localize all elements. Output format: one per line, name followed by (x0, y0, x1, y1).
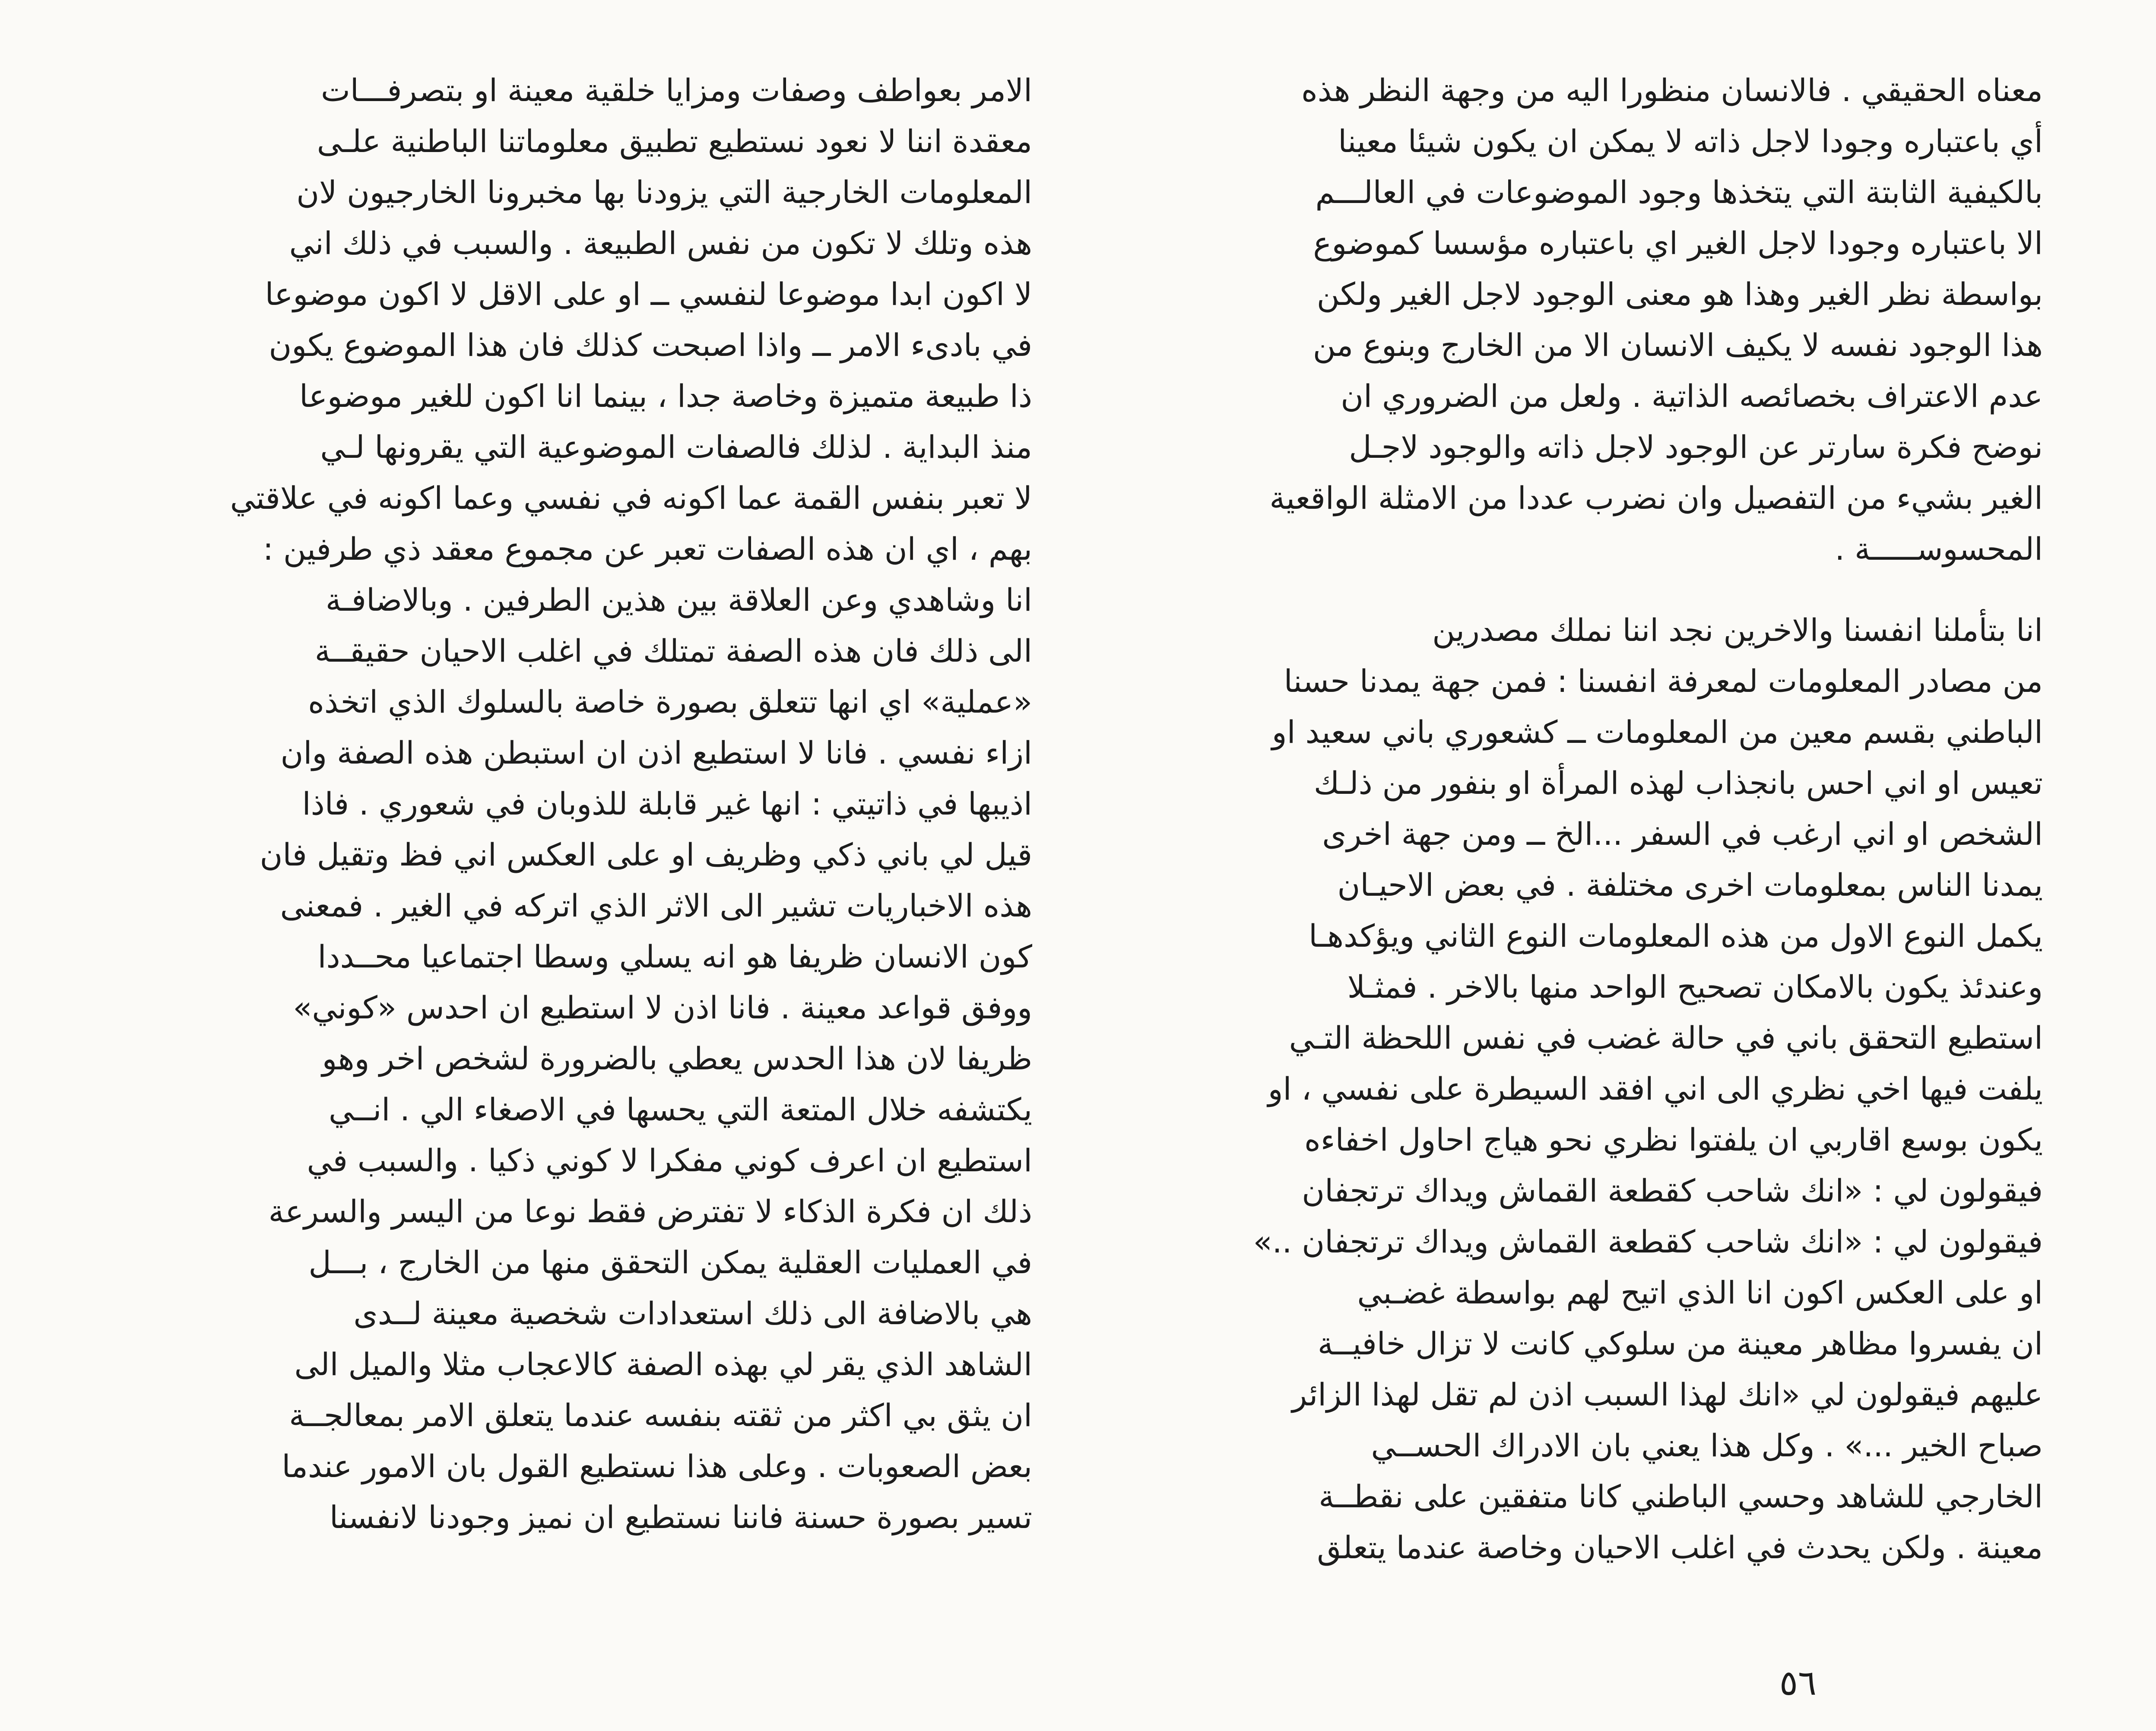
text-line: ووفق قواعد معينة . فانا اذن لا استطيع ان احدس «كوني» (293, 989, 1032, 1026)
text-line: كون الانسان ظريفا هو انه يسلي وسطا اجتماعيا محــددا (317, 938, 1032, 975)
text-line: بواسطة نظر الغير وهذا هو معنى الوجود لاجل الغير ولكن (1316, 276, 2043, 312)
text-line: نوضح فكرة سارتر عن الوجود لاجل ذاته والوجود لاجـل (1349, 429, 2043, 465)
text-line: الشخص او اني ارغب في السفر ...الخ ــ ومن جهة اخرى (1322, 816, 2043, 852)
text-line: استطيع التحقق باني في حالة غضب في نفس اللحظة التـي (1289, 1020, 2043, 1056)
text-line: ان يفسروا مظاهر معينة من سلوكي كانت لا تزال خافيــة (1317, 1325, 2043, 1362)
text-line: بالكيفية الثابتة التي يتخذها وجود الموضوعات في العالـــم (1315, 174, 2043, 210)
text-line: الباطني بقسم معين من المعلومات ــ كشعوري باني سعيد او (1271, 714, 2043, 750)
text-line: الغير بشيء من التفصيل وان نضرب عددا من الامثلة الواقعية (1269, 480, 2043, 516)
text-line: لا تعبر بنفس القمة عما اكونه في نفسي وعما اكونه في علاقتي (230, 480, 1032, 516)
text-line: فيقولون لي : «انك شاحب كقطعة القماش ويداك ترتجفان (1302, 1173, 2043, 1209)
text-line: من مصادر المعلومات لمعرفة انفسنا : فمن جهة يمدنا حسنا (1284, 663, 2043, 699)
text-line: لا اكون ابدا موضوعا لنفسي ــ او على الاقل لا اكون موضوعا (265, 276, 1032, 312)
text-line: يمدنا الناس بمعلومات اخرى مختلفة . في بعض الاحيـان (1337, 867, 2043, 903)
text-line: ظريفا لان هذا الحدس يعطي بالضرورة لشخص اخر وهو (322, 1040, 1032, 1077)
text-line: فيقولون لي : «انك شاحب كقطعة القماش ويداك ترتجفان ..» (1253, 1224, 2043, 1260)
text-line: وعندئذ يكون بالامكان تصحيح الواحد منها بالاخر . فمثـلا (1347, 969, 2043, 1005)
text-line: في العمليات العقلية يمكن التحقق منها من الخارج ، بـــل (308, 1244, 1032, 1281)
text-line: الا باعتباره وجودا لاجل الغير اي باعتباره مؤسسا كموضوع (1313, 225, 2043, 261)
text-line: يكمل النوع الاول من هذه المعلومات النوع الثاني ويؤكدهـا (1308, 918, 2043, 954)
text-line: هي بالاضافة الى ذلك استعدادات شخصية معينة لــدى (353, 1295, 1032, 1332)
text-line: ذا طبيعة متميزة وخاصة جدا ، بينما انا اكون للغير موضوعا (299, 378, 1032, 414)
text-line: هذا الوجود نفسه لا يكيف الانسان الا من الخارج وبنوع من (1313, 327, 2043, 363)
text-line: عليهم فيقولون لي «انك لهذا السبب اذن لم تقل لهذا الزائر (1292, 1376, 2043, 1413)
text-line: الشاهد الذي يقر لي بهذه الصفة كالاعجاب مثلا والميل الى (294, 1346, 1032, 1382)
text-line: اذيبها في ذاتيتي : انها غير قابلة للذوبان في شعوري . فاذا (302, 786, 1032, 822)
page-number: ٥٦ (1779, 1663, 1817, 1703)
text-line: يكون بوسع اقاربي ان يلفتوا نظري نحو هياج احاول اخفاءه (1304, 1122, 2043, 1158)
text-line: بعض الصعوبات . وعلى هذا نستطيع القول بان الامور عندما (282, 1448, 1032, 1484)
text-line: الى ذلك فان هذه الصفة تمتلك في اغلب الاحيان حقيقــة (314, 633, 1032, 669)
text-line: «عملية» اي انها تتعلق بصورة خاصة بالسلوك الذي اتخذه (308, 684, 1032, 720)
text-line: عدم الاعتراف بخصائصه الذاتية . ولعل من الضروري ان (1341, 378, 2043, 414)
text-line: الامر بعواطف وصفات ومزايا خلقية معينة او بتصرفـــات (320, 72, 1032, 108)
text-line: هذه وتلك لا تكون من نفس الطبيعة . والسبب في ذلك اني (289, 225, 1032, 261)
text-line: ازاء نفسي . فانا لا استطيع اذن ان استبطن هذه الصفة وان (280, 735, 1032, 771)
text-line: في بادىء الامر ــ واذا اصبحت كذلك فان هذا الموضوع يكون (269, 327, 1032, 363)
text-line: معينة . ولكن يحدث في اغلب الاحيان وخاصة عندما يتعلق (1317, 1529, 2043, 1566)
text-line: المعلومات الخارجية التي يزودنا بها مخبرونا الخارجيون لان (296, 174, 1032, 210)
text-line: يلفت فيها اخي نظري الى اني افقد السيطرة على نفسي ، او (1268, 1071, 2043, 1107)
text-line: انا وشاهدي وعن العلاقة بين هذين الطرفين . وبالاضافـة (325, 582, 1032, 618)
text-line: صباح الخير ...» . وكل هذا يعني بان الادراك الحســي (1371, 1427, 2043, 1464)
text-line: الخارجي للشاهد وحسي الباطني كانا متفقين على نقطــة (1319, 1478, 2043, 1515)
left-column (95, 65, 1032, 1543)
text-line: المحسوســـــة . (1835, 531, 2043, 567)
text-line (1106, 574, 2043, 605)
text-line: استطيع ان اعرف كوني مفكرا لا كوني ذكيا . والسبب في (307, 1142, 1032, 1179)
text-line: منذ البداية . لذلك فالصفات الموضوعية التي يقرونها لـي (320, 429, 1032, 465)
text-line: معناه الحقيقي . فالانسان منظورا اليه من وجهة النظر هذه (1301, 72, 2043, 108)
text-line: معقدة اننا لا نعود نستطيع تطبيق معلوماتنا الباطنية علـى (317, 123, 1032, 159)
text-line: بهم ، اي ان هذه الصفات تعبر عن مجموع معقد ذي طرفين : (263, 531, 1032, 567)
right-column (1106, 65, 2043, 1573)
text-line: ذلك ان فكرة الذكاء لا تفترض فقط نوعا من اليسر والسرعة (268, 1193, 1032, 1230)
text-line: ان يثق بي اكثر من ثقته بنفسه عندما يتعلق الامر بمعالجــة (289, 1397, 1032, 1433)
text-line: قيل لي باني ذكي وظريف او على العكس اني فظ وتقيل فان (260, 837, 1032, 873)
text-line: او على العكس اكون انا الذي اتيح لهم بواسطة غضـبي (1357, 1274, 2043, 1311)
text-line: تعيس او اني احس بانجذاب لهذه المرأة او بنفور من ذلـك (1313, 765, 2043, 801)
text-line: يكتشفه خلال المتعة التي يحسها في الاصغاء الي . انــي (329, 1091, 1032, 1128)
text-line: تسير بصورة حسنة فاننا نستطيع ان نميز وجودنا لانفسنا (329, 1499, 1032, 1535)
text-line: أي باعتباره وجودا لاجل ذاته لا يمكن ان يكون شيئا معينا (1338, 123, 2043, 159)
text-line: هذه الاخباريات تشير الى الاثر الذي اتركه في الغير . فمعنى (280, 888, 1032, 924)
text-line: انا بتأملنا انفسنا والاخرين نجد اننا نملك مصدرين (1432, 612, 2043, 648)
